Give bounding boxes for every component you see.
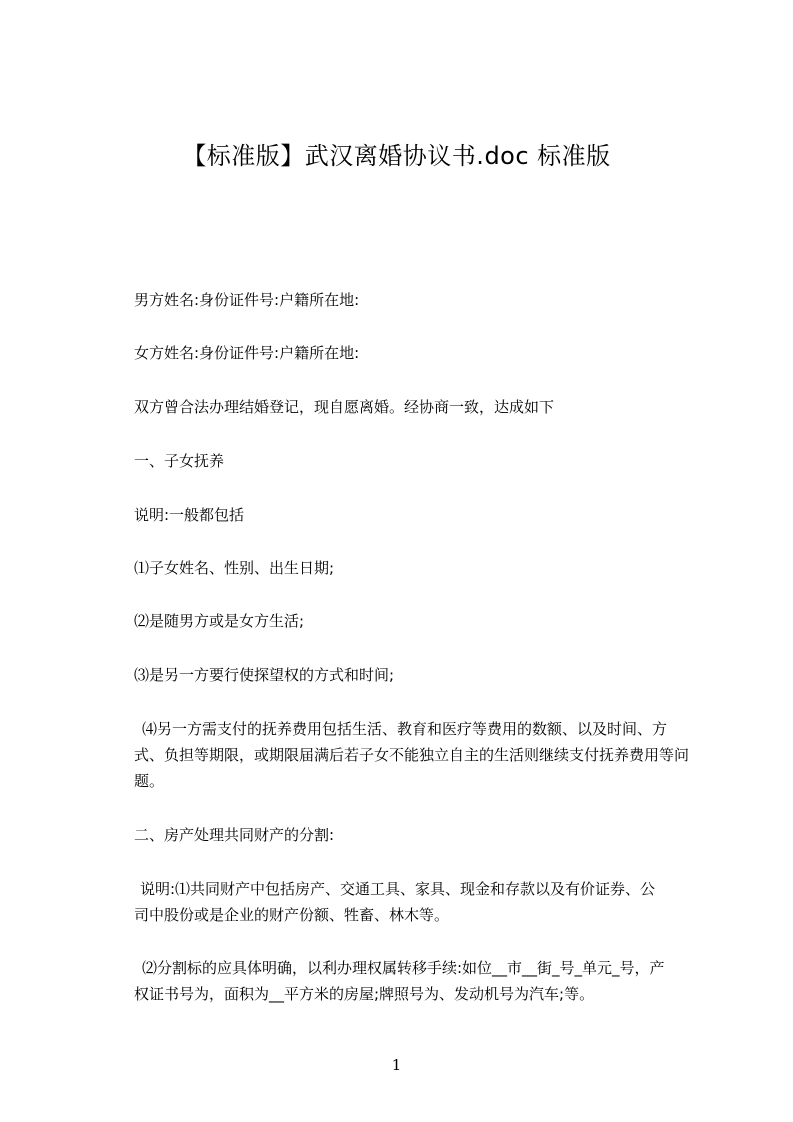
section-child-custody-heading: 一、子女抚养 <box>134 452 225 470</box>
agreement-intro: 双方曾合法办理结婚登记，现自愿离婚。经协商一致，达成如下 <box>134 398 555 416</box>
custody-item-4 <box>134 716 714 794</box>
property-explanation-line-1: 说明:⑴共同财产中包括房产、交通工具、家具、现金和存款以及有价证券、公 <box>140 880 656 898</box>
property-division <box>134 955 714 1007</box>
property-explanation <box>134 876 714 928</box>
custody-explanation: 说明:一般都包括 <box>134 506 245 524</box>
custody-item-4-line-1: ⑷另一方需支付的抚养费用包括生活、教育和医疗等费用的数额、以及时间、方 <box>142 720 668 738</box>
custody-item-1: ⑴子女姓名、性别、出生日期; <box>134 559 335 577</box>
female-party-info: 女方姓名:身份证件号:户籍所在地: <box>134 344 360 362</box>
custody-item-4-line-3: 题。 <box>134 772 165 790</box>
male-party-info: 男方姓名:身份证件号:户籍所在地: <box>134 291 360 309</box>
document-title: 【标准版】武汉离婚协议书.doc 标准版 <box>182 142 611 170</box>
custody-item-4-line-2: 式、负担等期限，或期限届满后若子女不能独立自主的生活则继续支付抚养费用等问 <box>134 746 690 764</box>
property-explanation-line-2: 司中股份或是企业的财产份额、牲畜、林木等。 <box>134 906 450 924</box>
section-property-heading: 二、房产处理共同财产的分割: <box>134 826 335 844</box>
custody-item-2: ⑵是随男方或是女方生活; <box>134 612 305 630</box>
custody-item-3: ⑶是另一方要行使探望权的方式和时间; <box>134 666 395 684</box>
page-number: 1 <box>391 1056 402 1074</box>
property-division-line-2: 权证书号为，面积为__平方米的房屋;牌照号为、发动机号为汽车;等。 <box>134 985 595 1003</box>
property-division-line-1: ⑵分割标的应具体明确，以利办理权属转移手续:如位__市__街_号_单元_号，产 <box>142 959 665 977</box>
